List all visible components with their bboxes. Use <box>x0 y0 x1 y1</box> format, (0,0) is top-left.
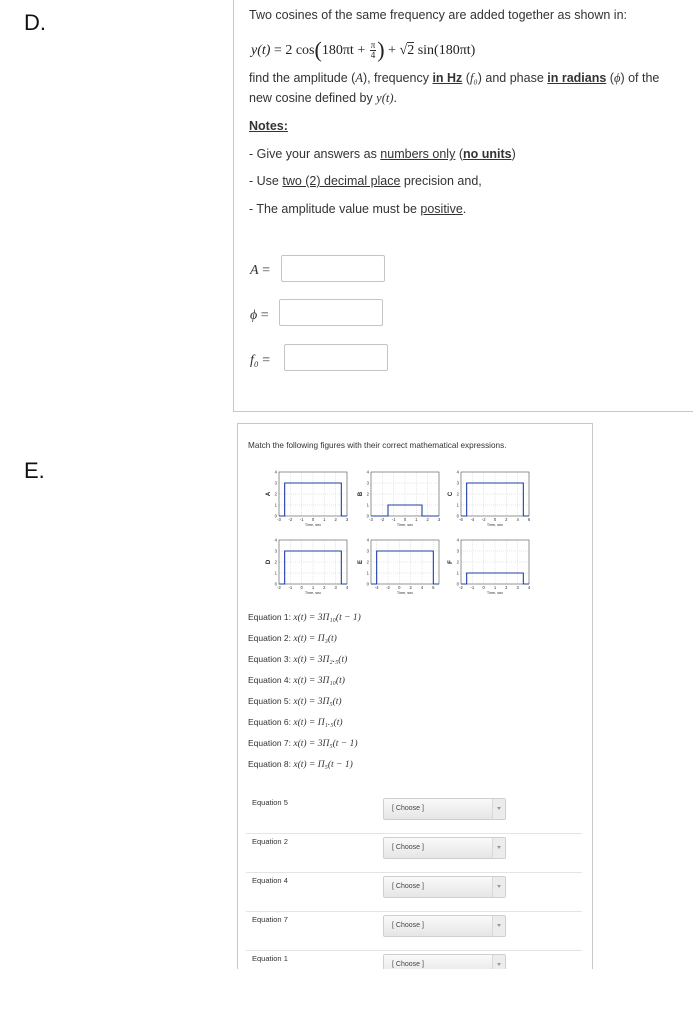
note-2: - Use two (2) decimal place precision and, <box>249 174 482 188</box>
phase-symbol: ϕ <box>613 71 621 85</box>
y-tick-label: 0 <box>456 513 459 519</box>
y-tick-label: 0 <box>366 581 369 587</box>
y-tick-label: 1 <box>366 502 369 508</box>
match-equation-label: Equation 5 <box>252 798 288 807</box>
y-tick-label: 2 <box>456 559 459 565</box>
eq-arg: 180πt <box>321 43 354 58</box>
pulse-figures <box>238 462 592 622</box>
x-tick-label: -3 <box>277 517 281 522</box>
equation-prefix: Equation 8: <box>248 759 294 769</box>
dropdown-selected-value: [ Choose ] <box>392 844 424 851</box>
pulse-line <box>279 551 347 584</box>
y-tick-label: 0 <box>274 581 277 587</box>
x-tick-label: 0 <box>398 585 401 590</box>
x-tick-label: 4 <box>527 585 531 590</box>
y-tick-label: 0 <box>366 513 369 519</box>
y-tick-label: 4 <box>456 469 459 475</box>
x-tick-label: 2 <box>426 517 429 522</box>
x-tick-label: 2 <box>409 585 412 590</box>
chevron-down-icon <box>492 877 505 897</box>
x-tick-label: 3 <box>345 517 349 522</box>
frequency-label: f₀ = <box>250 353 271 368</box>
equation-expr: x(t) = 3Π₁₀(t) <box>293 676 345 686</box>
y-tick-label: 4 <box>366 537 369 543</box>
in-radians-emphasis: in radians <box>547 71 607 85</box>
y-tick-label: 2 <box>456 491 459 497</box>
x-tick-label: -3 <box>369 517 373 522</box>
equation-item <box>248 696 342 707</box>
y-axis-label: D <box>266 559 272 565</box>
x-tick-label: -2 <box>277 585 281 590</box>
x-axis-label: Time, sec <box>304 523 322 527</box>
match-equation-label: Equation 7 <box>252 915 288 924</box>
match-equation-label: Equation 1 <box>252 954 288 963</box>
match-row <box>246 794 582 834</box>
choose-dropdown[interactable] <box>383 915 506 937</box>
equation-item <box>248 759 353 770</box>
y-tick-label: 3 <box>456 548 459 554</box>
pulse-line <box>371 551 439 584</box>
question-d-label: D. <box>24 10 46 35</box>
y-tick-label: 0 <box>274 513 277 519</box>
equation-item <box>248 717 343 728</box>
choose-dropdown[interactable] <box>383 876 506 898</box>
x-axis-label: Time, sec <box>486 591 504 595</box>
amp-symbol: A <box>355 71 363 85</box>
equation-expr: x(t) = 3Π₅(t − 1) <box>293 739 358 749</box>
x-tick-label: -4 <box>374 585 379 590</box>
y-tick-label: 4 <box>456 537 459 543</box>
equation-item <box>248 675 345 686</box>
match-equation-label: Equation 2 <box>252 837 288 846</box>
in-hz-emphasis: in Hz <box>432 71 463 85</box>
plot-b <box>358 470 441 528</box>
y-tick-label: 3 <box>456 480 459 486</box>
chevron-down-icon <box>492 799 505 819</box>
match-row <box>246 872 582 912</box>
notes-title: Notes: <box>249 119 288 133</box>
match-row <box>246 911 582 951</box>
x-tick-label: 3 <box>334 585 337 590</box>
x-tick-label: 2 <box>334 517 337 522</box>
plot-c <box>448 470 531 528</box>
equation-expr: x(t) = 3Π₂.₅(t) <box>293 655 348 665</box>
choose-dropdown[interactable] <box>383 798 506 820</box>
question-e-instruction: Match the following figures with their correct mathematical expressions. <box>248 441 507 450</box>
eq-equals: = <box>270 43 286 58</box>
chevron-down-icon <box>492 955 505 969</box>
choose-dropdown[interactable] <box>383 837 506 859</box>
plot-e <box>358 538 439 596</box>
x-tick-label: 0 <box>403 517 407 522</box>
x-tick-label: 0 <box>482 585 485 590</box>
chevron-down-icon <box>492 838 505 858</box>
eq-coef: 2 <box>285 43 293 58</box>
y-tick-label: 1 <box>456 570 459 576</box>
y-tick-label: 4 <box>274 537 277 543</box>
x-tick-label: 4 <box>345 585 349 590</box>
freq-symbol: f₀ <box>469 71 478 85</box>
plot-d <box>266 538 349 596</box>
x-axis-label: Time, sec <box>304 591 322 595</box>
x-tick-label: 6 <box>432 585 435 590</box>
x-tick-label: 2 <box>505 585 508 590</box>
y-tick-label: 2 <box>366 491 369 497</box>
x-tick-label: -2 <box>288 517 293 522</box>
y-tick-label: 4 <box>274 469 277 475</box>
phase-label: ϕ = <box>250 308 269 323</box>
pulse-line <box>461 483 529 516</box>
equation-prefix: Equation 7: <box>248 738 294 748</box>
plot-a <box>266 470 349 528</box>
x-tick-label: 1 <box>415 517 418 522</box>
equation-prefix: Equation 3: <box>248 654 294 664</box>
chevron-down-icon <box>492 916 505 936</box>
equation-expr: x(t) = 3Π₁₀(t − 1) <box>293 613 361 623</box>
equation-item <box>248 612 361 623</box>
y-axis-label: B <box>358 491 364 497</box>
x-tick-label: 0 <box>311 517 315 522</box>
equation-item <box>248 633 337 644</box>
x-tick-label: -1 <box>470 585 475 590</box>
equation-item <box>248 654 347 665</box>
y-tick-label: 1 <box>274 502 277 508</box>
x-tick-label: 3 <box>516 585 519 590</box>
choose-dropdown[interactable] <box>383 954 506 969</box>
x-tick-label: 1 <box>493 585 497 590</box>
x-tick-label: -4 <box>470 517 475 522</box>
y-axis-label: A <box>266 491 272 497</box>
y-axis-label: C <box>448 491 454 497</box>
find-line-1: find the amplitude (A), frequency in Hz (f₀) and phase in radians (ϕ) of the <box>249 71 660 85</box>
y-tick-label: 4 <box>366 469 369 475</box>
equation-prefix: Equation 2: <box>248 633 294 643</box>
amplitude-label: A = <box>250 263 270 278</box>
x-tick-label: 2 <box>323 585 326 590</box>
note-1: - Give your answers as numbers only (no units) <box>249 147 516 161</box>
eq-plus-a: + <box>353 43 369 58</box>
frequency-input[interactable] <box>284 344 388 371</box>
y-tick-label: 2 <box>274 491 277 497</box>
note-3: - The amplitude value must be positive. <box>249 202 467 216</box>
plot-f <box>448 538 531 596</box>
equation-expr: x(t) = Π₅(t − 1) <box>293 760 353 770</box>
equation-prefix: Equation 1: <box>248 612 294 622</box>
equation-expr: x(t) = Π₃(t) <box>293 634 337 644</box>
equation-expr: x(t) = Π₁.₅(t) <box>293 718 343 728</box>
equation-prefix: Equation 6: <box>248 717 294 727</box>
x-axis-label: Time, sec <box>396 523 414 527</box>
y-tick-label: 3 <box>366 548 369 554</box>
x-tick-label: 3 <box>437 517 441 522</box>
find-line-2: new cosine defined by y(t). <box>249 91 398 105</box>
x-axis-label: Time, sec <box>396 591 414 595</box>
y-tick-label: 1 <box>366 570 369 576</box>
dropdown-selected-value: [ Choose ] <box>392 805 424 812</box>
y-tick-label: 0 <box>456 581 459 587</box>
x-tick-label: -1 <box>299 517 304 522</box>
eq-fraction <box>370 41 377 60</box>
equation-item <box>248 738 358 749</box>
x-tick-label: 1 <box>323 517 326 522</box>
eq-frac-num: π <box>370 40 376 51</box>
y-axis-label: F <box>448 560 454 564</box>
x-tick-label: 0 <box>493 517 497 522</box>
phase-input[interactable] <box>279 299 383 326</box>
amplitude-input[interactable] <box>281 255 385 282</box>
x-tick-label: 4 <box>420 585 424 590</box>
eq-sin: sin <box>417 43 435 58</box>
equation-prefix: Equation 4: <box>248 675 294 685</box>
x-tick-label: -6 <box>459 517 463 522</box>
question-d-intro: Two cosines of the same frequency are added together as shown in: <box>249 8 628 22</box>
y-tick-label: 1 <box>274 570 277 576</box>
y-tick-label: 1 <box>456 502 459 508</box>
question-e-label: E. <box>24 458 45 483</box>
question-d-card <box>233 0 693 412</box>
y-tick-label: 3 <box>366 480 369 486</box>
y-axis-label: E <box>358 559 364 565</box>
x-tick-label: 6 <box>527 517 531 522</box>
eq-sqrt-val: 2 <box>407 43 415 58</box>
question-e-card <box>237 423 593 969</box>
match-equation-label: Equation 4 <box>252 876 288 885</box>
x-tick-label: -1 <box>288 585 293 590</box>
y-tick-label: 2 <box>366 559 369 565</box>
match-row <box>246 950 582 969</box>
equation-prefix: Equation 5: <box>248 696 294 706</box>
x-tick-label: 1 <box>311 585 315 590</box>
x-tick-label: 2 <box>505 517 508 522</box>
y-t-equation: y(t) = 2 cos(180πt + $\frac{\pi}{4}$ ) + √2 sin(180πt) <box>251 37 476 62</box>
eq-cos: cos <box>295 43 315 58</box>
y-tick-label: 3 <box>274 548 277 554</box>
eq-lhs: y(t) <box>251 43 271 58</box>
x-tick-label: -2 <box>459 585 463 590</box>
dropdown-selected-value: [ Choose ] <box>392 961 424 968</box>
dropdown-selected-value: [ Choose ] <box>392 883 424 890</box>
eq-sin-arg: (180πt) <box>434 43 476 58</box>
y-tick-label: 3 <box>274 480 277 486</box>
equation-expr: x(t) = 3Π₅(t) <box>293 697 342 707</box>
eq-plus-b: + <box>384 43 400 58</box>
x-tick-label: 0 <box>300 585 303 590</box>
match-row <box>246 833 582 873</box>
eq-sqrt: √ <box>399 43 408 58</box>
eq-frac-den: 4 <box>370 50 376 61</box>
x-tick-label: -2 <box>380 517 385 522</box>
dropdown-selected-value: [ Choose ] <box>392 922 424 929</box>
x-tick-label: 4 <box>516 517 519 522</box>
x-tick-label: -2 <box>481 517 486 522</box>
x-tick-label: -1 <box>391 517 396 522</box>
pulse-line <box>279 483 347 516</box>
y-tick-label: 2 <box>274 559 277 565</box>
x-tick-label: -2 <box>386 585 390 590</box>
x-axis-label: Time, sec <box>486 523 504 527</box>
